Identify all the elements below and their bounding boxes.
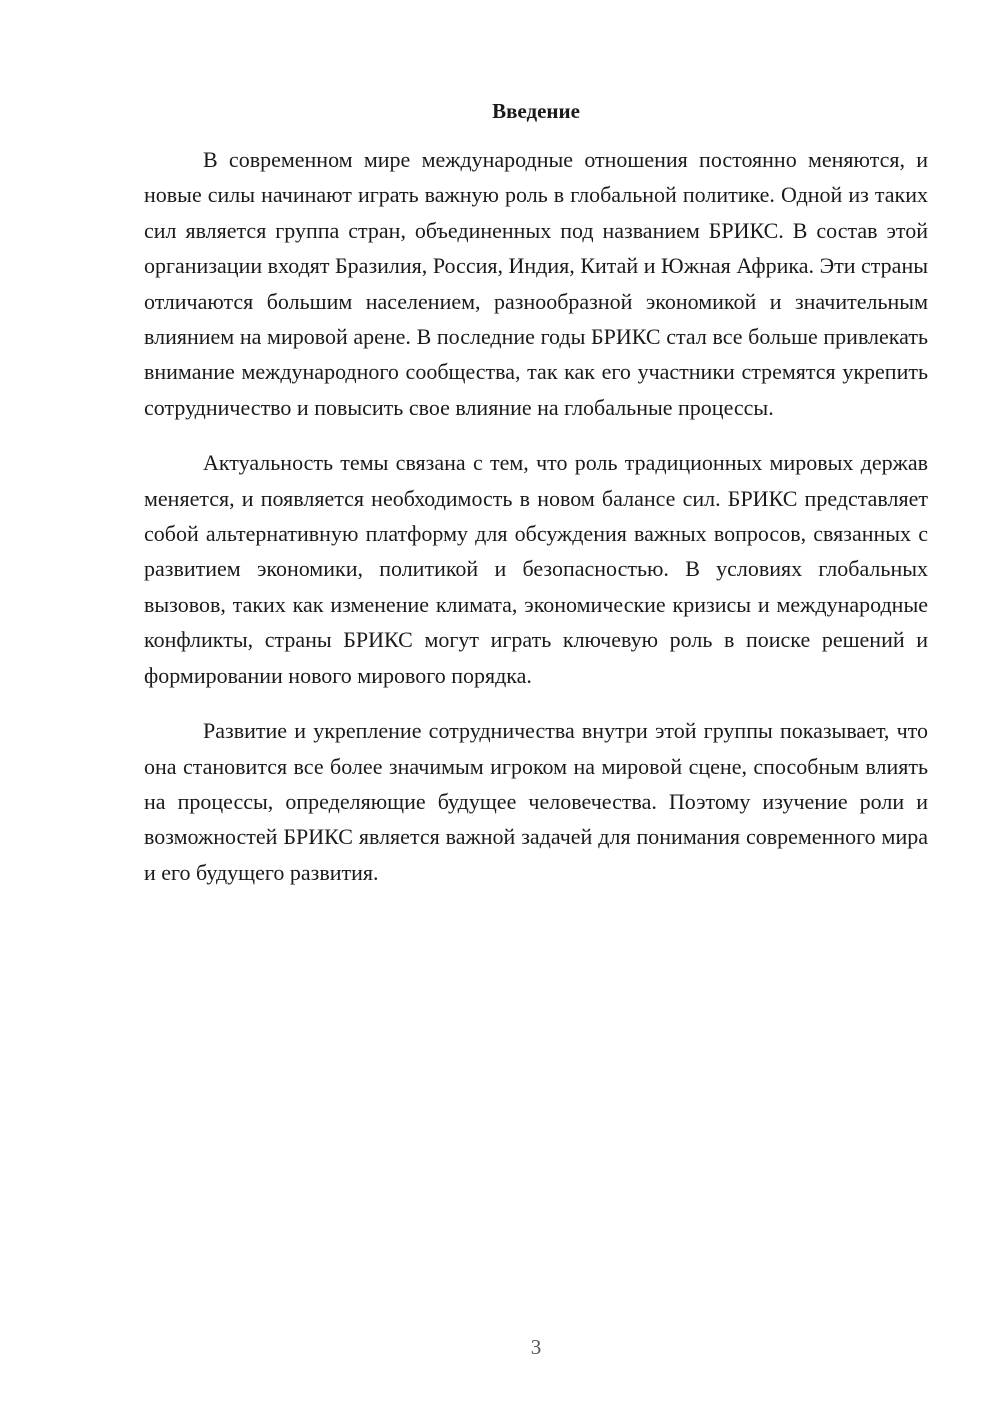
paragraph-1: В современном мире международные отношения постоянно меняются, и новые силы начинают играть важную роль в глобальной политике. Одной из таких сил является группа стран, объединенных под названием БРИКС. В состав этой организации входят Бразилия, Россия, Индия, Китай и Южная Африка. Эти страны отличаются большим населением, разнообразной экономикой и значительным влиянием на мировой арене. В последние годы БРИКС стал все больше привлекать внимание международного сообщества, так как его участники стремятся укрепить сотрудничество и повысить свое влияние на глобальные процессы. — [144, 147, 928, 420]
page-number: 3 — [530, 1335, 542, 1359]
page-title: Введение — [492, 99, 580, 123]
body-text — [144, 142, 928, 910]
paragraph-3: Развитие и укрепление сотрудничества внутри этой группы показывает, что она становится все более значимым игроком на мировой сцене, способным влиять на процессы, определяющие будущее человечества. Поэтому изучение роли и возможностей БРИКС является важной задачей для понимания современного мира и его будущего развития. — [144, 718, 928, 885]
paragraph-2: Актуальность темы связана с тем, что роль традиционных мировых держав меняется, и появляется необходимость в новом балансе сил. БРИКС представляет собой альтернативную платформу для обсуждения важных вопросов, связанных с развитием экономики, политикой и безопасностью. В условиях глобальных вызовов, таких как изменение климата, экономические кризисы и международные конфликты, страны БРИКС могут играть ключевую роль в поиске решений и формировании нового мирового порядка. — [144, 450, 928, 688]
